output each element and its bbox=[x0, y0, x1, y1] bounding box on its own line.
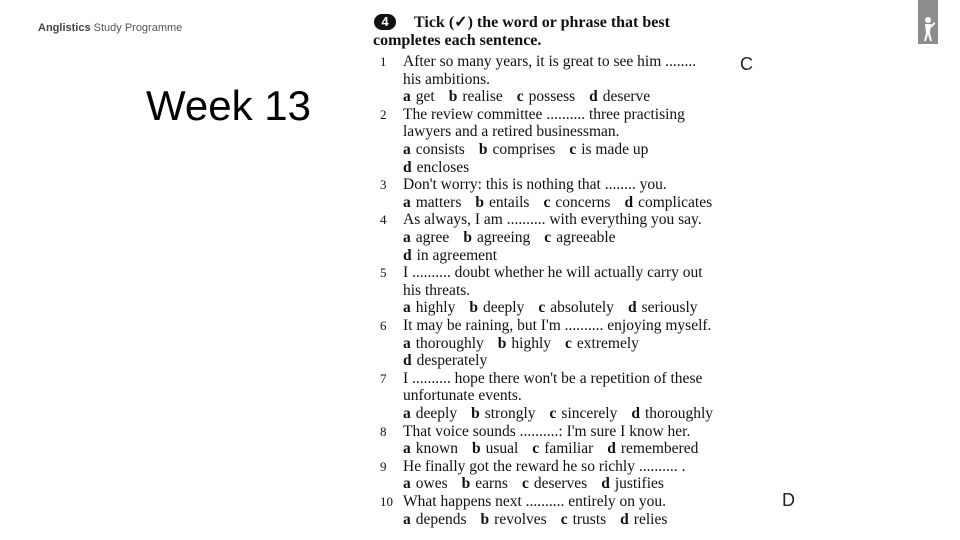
option-letter: c bbox=[569, 140, 577, 158]
option-letter: b bbox=[471, 440, 481, 458]
answer-option[interactable] bbox=[403, 335, 484, 352]
option-letter: c bbox=[532, 440, 540, 458]
option-text: consists bbox=[415, 140, 465, 158]
option-letter: a bbox=[403, 193, 411, 211]
answer-options bbox=[403, 440, 712, 458]
answer-options bbox=[403, 405, 727, 423]
option-text: encloses bbox=[416, 158, 470, 176]
answer-option[interactable] bbox=[522, 475, 587, 492]
option-letter: d bbox=[403, 246, 412, 264]
option-text: seriously bbox=[641, 299, 698, 317]
option-text: highly bbox=[511, 334, 552, 352]
option-text: absolutely bbox=[550, 299, 614, 317]
answer-option[interactable] bbox=[462, 475, 508, 492]
answer-option[interactable] bbox=[620, 511, 667, 528]
answer-option[interactable] bbox=[403, 194, 461, 211]
answer-option[interactable] bbox=[403, 440, 458, 457]
answer-option[interactable] bbox=[561, 511, 606, 528]
option-letter: d bbox=[403, 158, 412, 176]
option-text: comprises bbox=[492, 140, 556, 158]
option-text: remembered bbox=[620, 440, 699, 458]
option-text: sincerely bbox=[561, 404, 618, 422]
answer-option[interactable] bbox=[624, 194, 712, 211]
answer-options bbox=[403, 159, 483, 177]
answer-option[interactable] bbox=[543, 194, 610, 211]
question-text: I .......... doubt whether he will actually carry out bbox=[403, 264, 703, 282]
option-letter: b bbox=[480, 510, 490, 528]
answer-options bbox=[403, 141, 662, 159]
answer-option[interactable] bbox=[607, 440, 698, 457]
question-text: his ambitions. bbox=[403, 70, 490, 88]
worksheet bbox=[370, 8, 800, 534]
answer-option[interactable] bbox=[498, 335, 551, 352]
answer-option[interactable] bbox=[403, 511, 467, 528]
option-letter: c bbox=[544, 228, 552, 246]
question-number: 7 bbox=[380, 370, 387, 386]
answer-option[interactable] bbox=[544, 229, 615, 246]
option-letter: a bbox=[403, 228, 411, 246]
answer-option[interactable] bbox=[403, 229, 449, 246]
question-text: The review committee .......... three practising bbox=[403, 105, 685, 123]
question-number: 5 bbox=[380, 265, 387, 281]
option-letter: c bbox=[565, 334, 572, 352]
option-letter: d bbox=[631, 404, 640, 422]
option-letter: b bbox=[461, 475, 471, 493]
question-number: 2 bbox=[380, 106, 387, 122]
answer-option[interactable] bbox=[403, 352, 487, 369]
option-letter: b bbox=[471, 404, 480, 422]
answer-options bbox=[403, 229, 630, 247]
answer-option[interactable] bbox=[403, 88, 435, 105]
option-text: matters bbox=[415, 193, 462, 211]
option-text: deserves bbox=[533, 475, 588, 493]
question-number: 8 bbox=[380, 423, 387, 439]
option-letter: c bbox=[516, 88, 524, 106]
option-letter: c bbox=[560, 510, 568, 528]
question-number: 10 bbox=[380, 494, 393, 509]
instruction-line-1: Tick (✓) the word or phrase that best bbox=[414, 14, 670, 31]
option-text: concerns bbox=[555, 193, 611, 211]
question-text: lawyers and a retired businessman. bbox=[403, 123, 620, 141]
option-text: owes bbox=[415, 475, 448, 493]
answer-option[interactable] bbox=[631, 405, 713, 422]
option-text: thoroughly bbox=[415, 334, 484, 352]
option-text: is made up bbox=[581, 140, 649, 158]
answer-options bbox=[403, 475, 678, 493]
option-text: thoroughly bbox=[644, 404, 714, 422]
question-text: his threats. bbox=[403, 281, 471, 299]
answer-options bbox=[403, 247, 511, 265]
option-letter: d bbox=[601, 475, 610, 493]
answer-options bbox=[403, 511, 681, 529]
question-number: 3 bbox=[380, 177, 387, 193]
question-text: I .......... hope there won't be a repetition of these bbox=[403, 369, 703, 387]
question-number: 1 bbox=[380, 54, 387, 69]
option-text: complicates bbox=[638, 193, 713, 211]
answer-options bbox=[403, 352, 501, 370]
option-letter: c bbox=[543, 193, 551, 211]
answer-option[interactable] bbox=[601, 475, 664, 492]
task-number-badge: 4 bbox=[374, 14, 396, 30]
question-text: As always, I am .......... with everything you say. bbox=[403, 211, 702, 229]
option-letter: b bbox=[497, 334, 507, 352]
answer-option[interactable] bbox=[479, 141, 555, 158]
answer-option[interactable] bbox=[403, 475, 448, 492]
answer-option[interactable] bbox=[628, 299, 698, 316]
option-letter: a bbox=[403, 510, 411, 528]
option-letter: b bbox=[478, 140, 488, 158]
option-letter: a bbox=[403, 475, 411, 493]
option-letter: d bbox=[627, 299, 637, 317]
option-letter: a bbox=[403, 299, 411, 317]
question-text: Don't worry: this is nothing that ........ you. bbox=[403, 176, 667, 194]
option-letter: b bbox=[469, 299, 478, 317]
option-text: realise bbox=[462, 88, 503, 106]
question-text: What happens next .......... entirely on you. bbox=[403, 493, 667, 510]
option-text: highly bbox=[415, 299, 456, 317]
handwritten-mark: D bbox=[782, 490, 795, 510]
question-number: 4 bbox=[380, 212, 387, 228]
option-text: deserve bbox=[602, 88, 651, 106]
answer-option[interactable] bbox=[403, 247, 497, 264]
option-text: deeply bbox=[483, 299, 525, 317]
instruction-line-2: completes each sentence. bbox=[373, 32, 542, 49]
answer-option[interactable] bbox=[475, 194, 529, 211]
option-text: agree bbox=[415, 228, 450, 246]
question-text: He finally got the reward he so richly .......... . bbox=[403, 457, 686, 475]
answer-option[interactable] bbox=[403, 159, 469, 176]
option-text: desperately bbox=[416, 352, 488, 370]
answer-option[interactable] bbox=[471, 405, 535, 422]
option-text: agreeing bbox=[476, 228, 531, 246]
option-letter: c bbox=[538, 299, 546, 317]
option-letter: b bbox=[448, 88, 458, 106]
option-text: strongly bbox=[484, 404, 536, 422]
option-letter: d bbox=[607, 440, 616, 458]
option-letter: a bbox=[403, 440, 411, 458]
option-text: extremely bbox=[576, 334, 639, 352]
option-text: deeply bbox=[415, 404, 458, 422]
option-letter: a bbox=[403, 334, 411, 352]
answer-option[interactable] bbox=[449, 88, 503, 105]
option-text: usual bbox=[485, 440, 519, 458]
answer-option[interactable] bbox=[569, 141, 648, 158]
answer-option[interactable] bbox=[481, 511, 547, 528]
option-text: depends bbox=[415, 510, 467, 528]
programme-label bbox=[38, 22, 182, 34]
answer-option[interactable] bbox=[463, 229, 530, 246]
answer-option[interactable] bbox=[550, 405, 618, 422]
option-text: get bbox=[415, 88, 435, 106]
answer-option[interactable] bbox=[532, 440, 593, 457]
answer-option[interactable] bbox=[472, 440, 518, 457]
option-text: in agreement bbox=[416, 246, 498, 264]
answer-option[interactable] bbox=[517, 88, 575, 105]
answer-options bbox=[403, 299, 712, 317]
answer-option[interactable] bbox=[403, 141, 465, 158]
question-text: That voice sounds ..........: I'm sure I know her. bbox=[403, 422, 691, 440]
answer-option[interactable] bbox=[403, 299, 455, 316]
question-text: After so many years, it is great to see him ........ bbox=[403, 53, 697, 70]
answer-option[interactable] bbox=[589, 88, 650, 105]
option-text: earns bbox=[475, 475, 508, 493]
option-letter: c bbox=[549, 404, 557, 422]
option-text: relies bbox=[633, 510, 668, 528]
answer-option[interactable] bbox=[469, 299, 524, 316]
answer-options bbox=[403, 88, 664, 106]
option-letter: b bbox=[475, 193, 484, 211]
option-letter: d bbox=[620, 510, 629, 528]
question-number: 6 bbox=[380, 318, 387, 333]
answer-options bbox=[403, 335, 653, 353]
option-text: trusts bbox=[572, 510, 607, 528]
option-letter: d bbox=[624, 193, 634, 211]
option-letter: a bbox=[403, 140, 411, 158]
option-letter: c bbox=[521, 475, 529, 493]
option-text: possess bbox=[528, 88, 576, 106]
option-letter: d bbox=[589, 88, 598, 106]
option-text: entails bbox=[489, 193, 530, 211]
question-text: unfortunate events. bbox=[403, 387, 522, 405]
option-text: agreeable bbox=[556, 228, 616, 246]
programme-label-bold: Anglistics bbox=[38, 22, 91, 34]
week-title: Week 13 bbox=[146, 82, 311, 129]
answer-option[interactable] bbox=[538, 299, 614, 316]
option-letter: b bbox=[463, 228, 472, 246]
option-text: familiar bbox=[544, 440, 594, 458]
question-text: It may be raining, but I'm .......... enjoying myself. bbox=[403, 317, 712, 334]
answer-option[interactable] bbox=[403, 405, 457, 422]
option-letter: a bbox=[403, 404, 411, 422]
option-letter: a bbox=[403, 88, 411, 106]
option-text: revolves bbox=[494, 510, 547, 528]
programme-label-rest: Study Programme bbox=[90, 22, 183, 34]
logo-icon bbox=[918, 0, 938, 44]
answer-options bbox=[403, 194, 726, 212]
handwritten-mark: C bbox=[740, 54, 753, 74]
option-text: justifies bbox=[614, 475, 664, 493]
option-text: known bbox=[415, 440, 458, 458]
answer-option[interactable] bbox=[565, 335, 639, 352]
option-letter: d bbox=[403, 352, 412, 370]
question-number: 9 bbox=[380, 458, 387, 474]
